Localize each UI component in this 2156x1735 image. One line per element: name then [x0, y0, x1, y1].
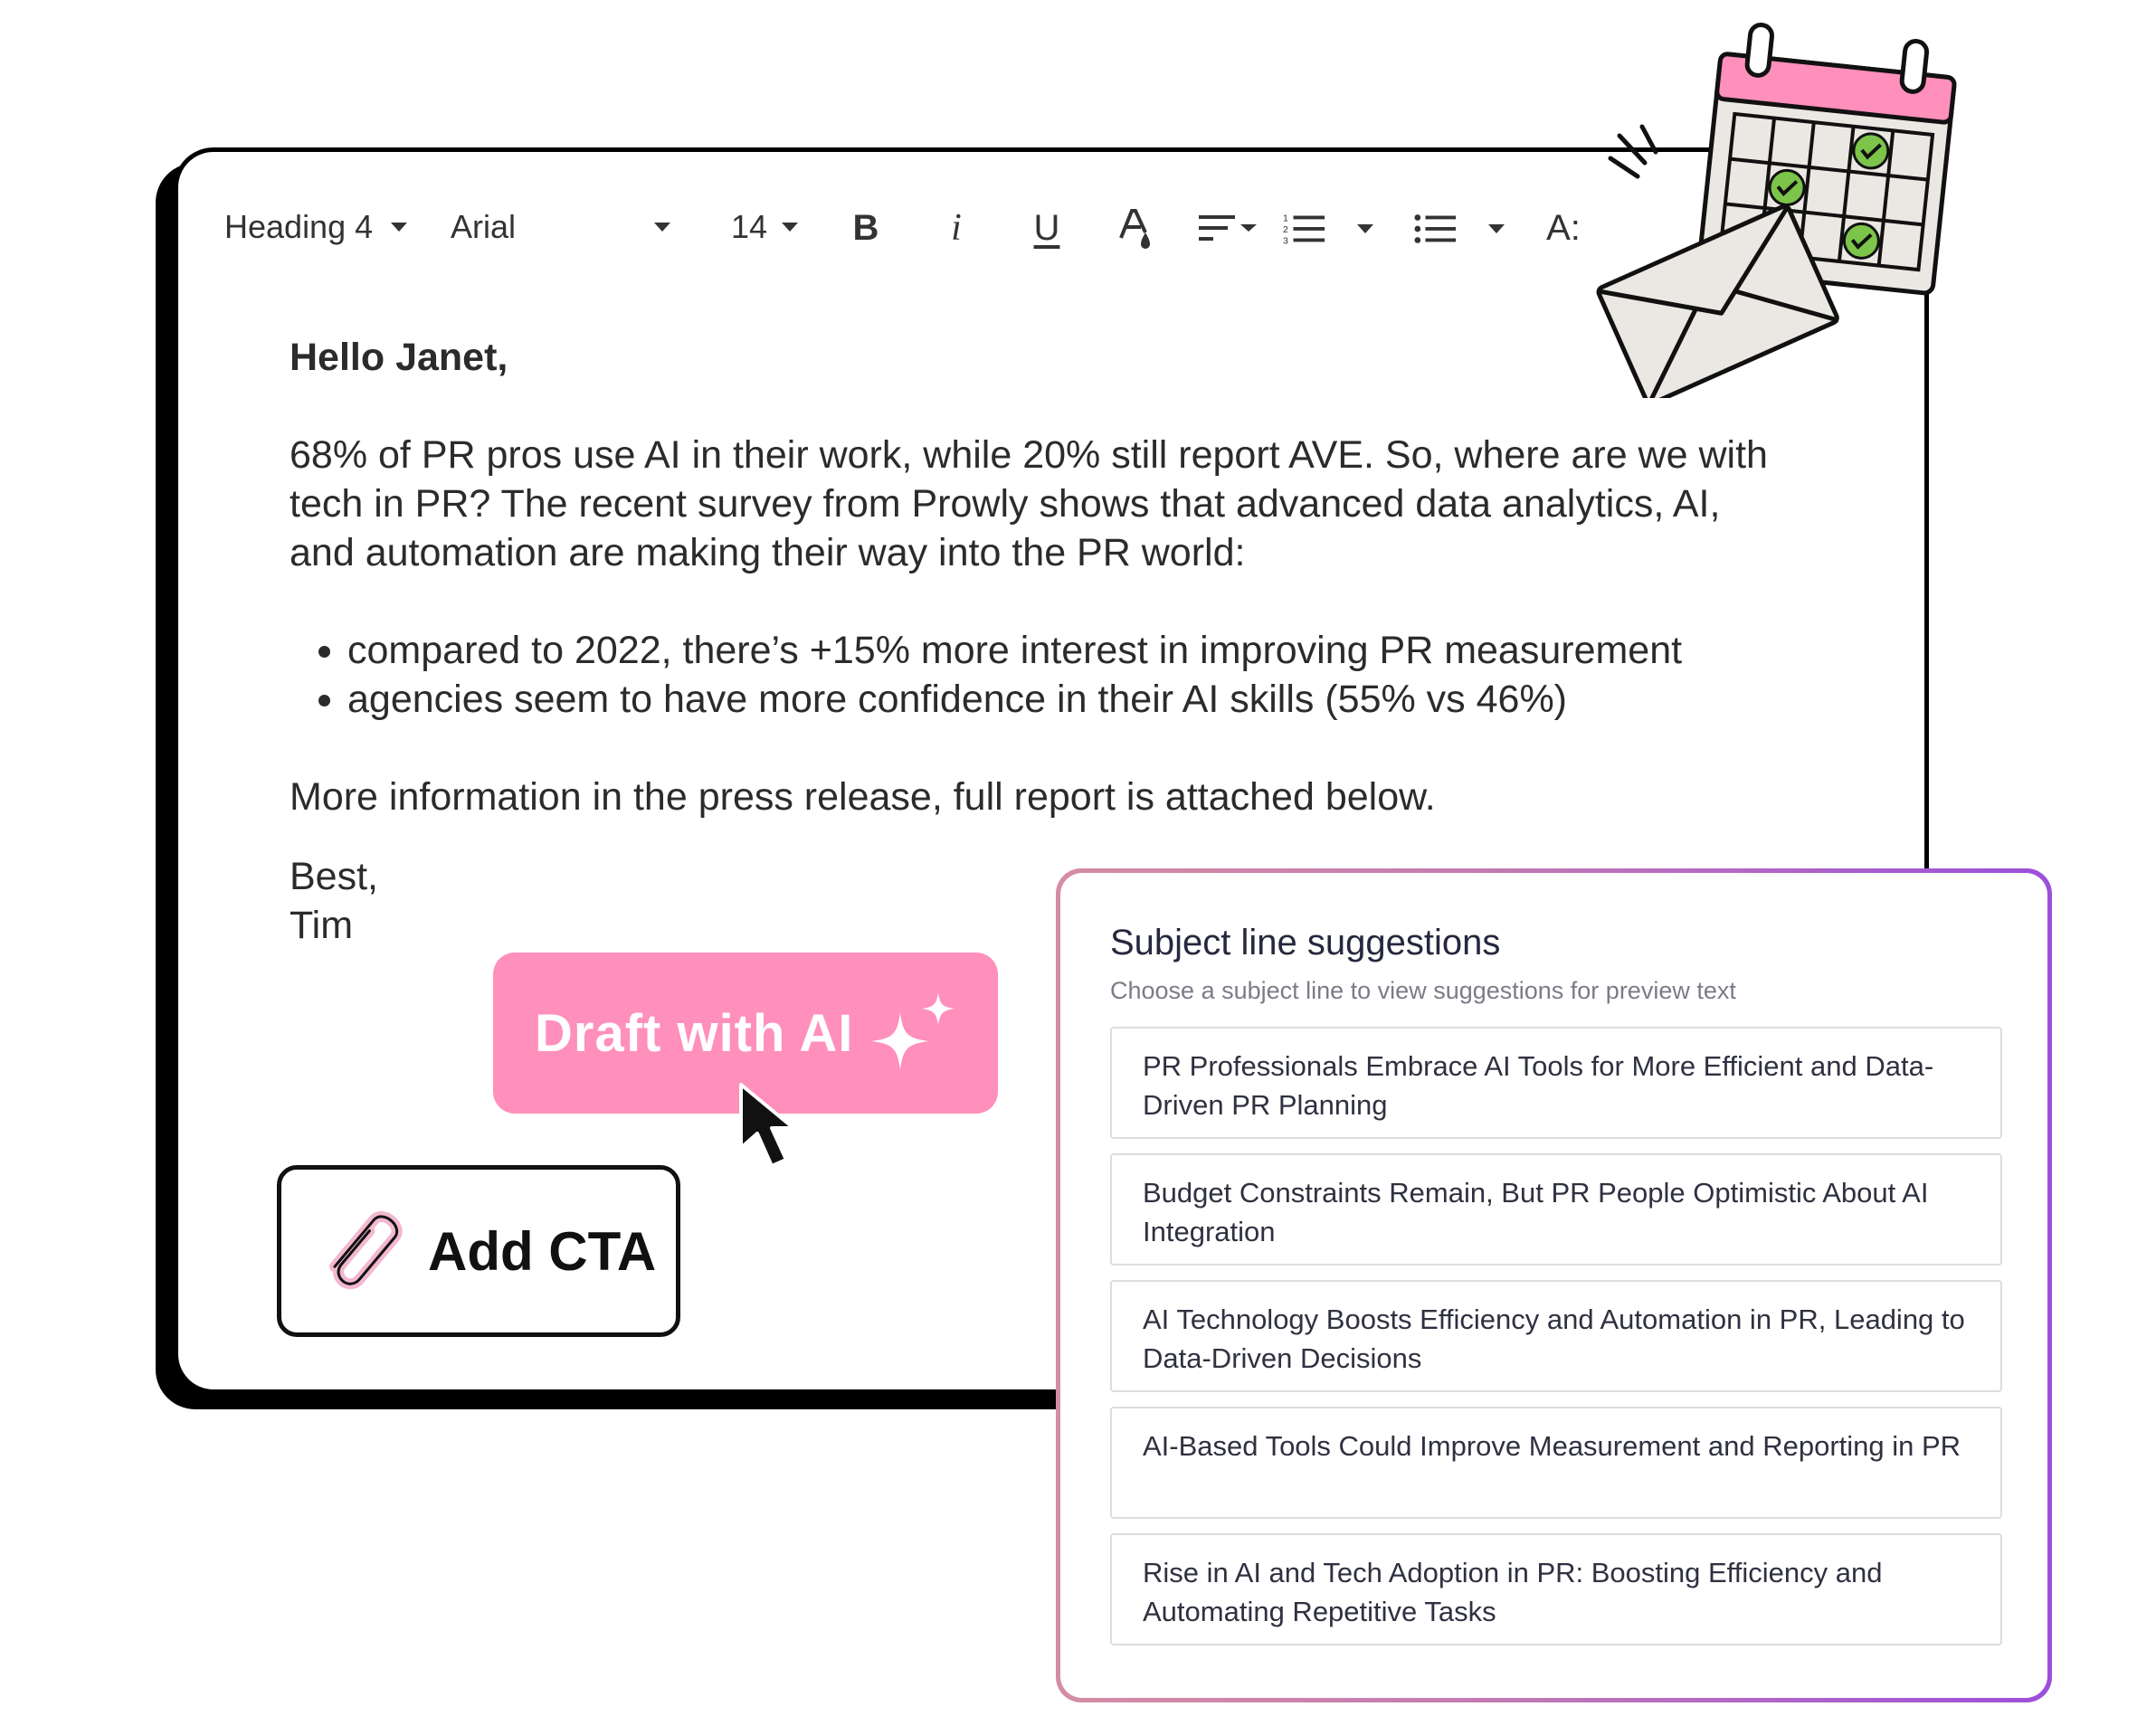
bullet-list-button[interactable] [1414, 206, 1458, 250]
text-color-button[interactable] [1114, 206, 1157, 250]
intro-paragraph: 68% of PR pros use AI in their work, while 20% still report AVE. So, where are we with tech in PR? The recent survey from Prowly shows that advanced data analytics, AI, and automation are making their way into the PR world: [290, 433, 1768, 574]
align-icon [1197, 210, 1260, 246]
svg-text:1: 1 [1283, 213, 1288, 224]
underline-button[interactable] [1025, 206, 1069, 250]
list-item: • compared to 2022, there’s +15% more interest in improving PR measurement [347, 626, 1773, 675]
formatting-toolbar [224, 190, 1762, 262]
font-family-value: Arial [451, 208, 517, 245]
add-cta-label: Add CTA [428, 1220, 657, 1282]
paperclip-icon [316, 1197, 415, 1305]
panel-subtitle: Choose a subject line to view suggestions for preview text [1110, 977, 1736, 1004]
suggestion-item[interactable]: Budget Constraints Remain, But PR People Optimistic About AI Integration [1110, 1153, 2002, 1266]
suggestion-item[interactable]: AI Technology Boosts Efficiency and Automation in PR, Leading to Data-Driven Decisions [1110, 1280, 2002, 1392]
suggestion-item[interactable]: AI-Based Tools Could Improve Measurement and Reporting in PR [1110, 1407, 2002, 1519]
cursor-icon [737, 1081, 814, 1171]
block-style-dropdown[interactable] [224, 208, 407, 246]
bold-icon: B [852, 207, 879, 248]
envelope-icon [1597, 204, 1838, 398]
suggestion-item[interactable]: Rise in AI and Tech Adoption in PR: Boosting Efficiency and Automating Repetitive Tasks [1110, 1533, 2002, 1645]
numbered-list-icon [1283, 210, 1326, 246]
numbered-list-button[interactable] [1283, 206, 1326, 250]
block-style-value: Heading 4 [224, 208, 374, 245]
sparkle-icon [864, 989, 964, 1079]
svg-text:2: 2 [1283, 223, 1288, 235]
motion-lines-icon [1610, 127, 1656, 176]
bullet-list-icon [1414, 210, 1458, 246]
suggestion-list [1110, 1027, 2002, 1660]
font-size-value: 14 [731, 208, 768, 245]
bullet-list [290, 626, 1773, 724]
draft-with-ai-label: Draft with AI [535, 1003, 854, 1063]
chevron-down-icon [654, 223, 670, 232]
suggestion-item[interactable]: PR Professionals Embrace AI Tools for More Efficient and Data-Driven PR Planning [1110, 1027, 2002, 1139]
subject-suggestions-panel [1056, 868, 2052, 1702]
chevron-down-icon[interactable] [1488, 224, 1505, 233]
email-body[interactable] [290, 333, 1773, 950]
signoff: Best, [290, 855, 378, 898]
closing-paragraph: More information in the press release, full report is attached below. [290, 775, 1436, 819]
italic-icon: i [951, 207, 962, 249]
bold-button[interactable] [844, 206, 888, 250]
underline-icon: U [1033, 207, 1060, 248]
font-family-dropdown[interactable] [451, 208, 686, 246]
font-size-dropdown[interactable] [731, 208, 798, 246]
chevron-down-icon[interactable] [1357, 224, 1373, 233]
chevron-down-icon [391, 223, 407, 232]
add-cta-button[interactable] [277, 1165, 680, 1337]
svg-text:3: 3 [1283, 235, 1288, 246]
text-color-icon [1116, 205, 1155, 251]
align-dropdown[interactable] [1197, 206, 1260, 250]
signature-name: Tim [290, 904, 354, 947]
chevron-down-icon [782, 223, 798, 232]
calendar-envelope-illustration [1538, 18, 1972, 398]
text-size-icon: A: [1546, 207, 1581, 248]
greeting: Hello Janet, [290, 336, 508, 379]
panel-title: Subject line suggestions [1110, 923, 1501, 962]
italic-button[interactable] [935, 206, 978, 250]
list-item: • agencies seem to have more confidence in their AI skills (55% vs 46%) [347, 675, 1773, 724]
